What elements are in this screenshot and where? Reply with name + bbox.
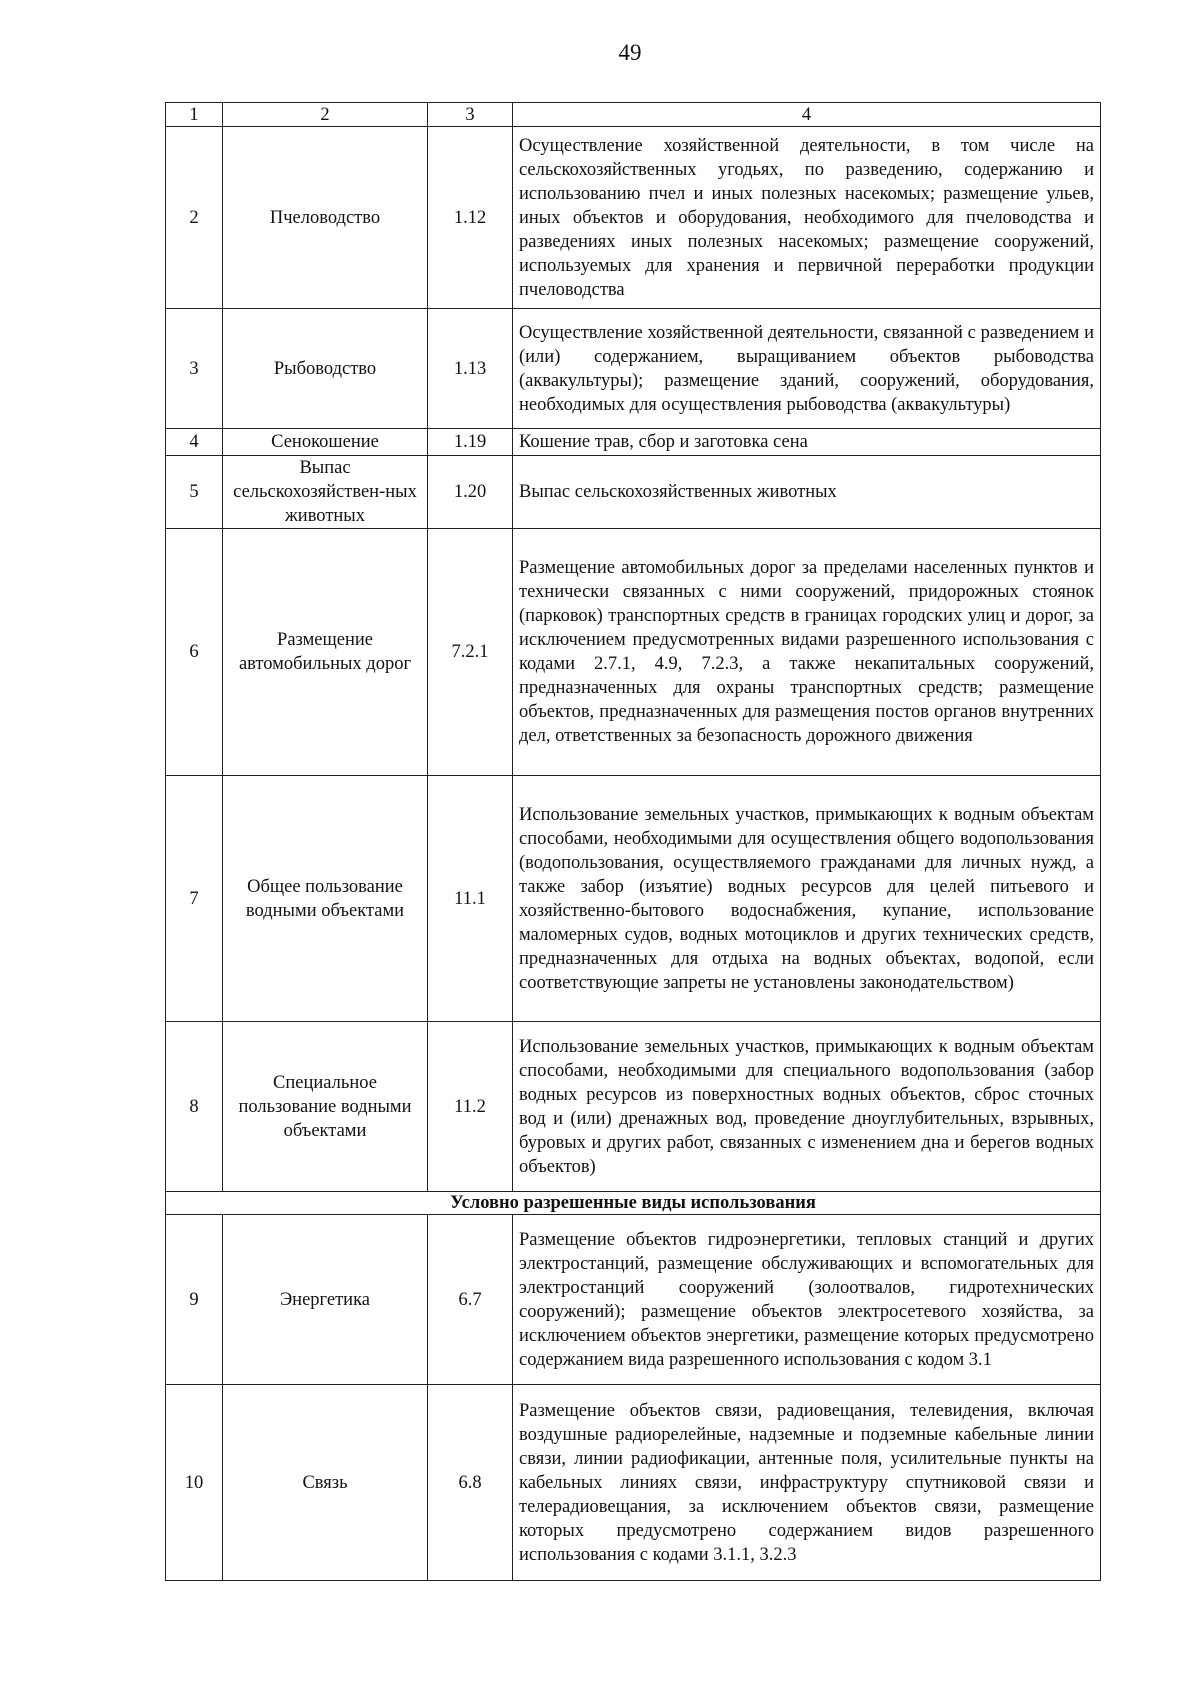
use-type-description: Кошение трав, сбор и заготовка сена — [513, 429, 1101, 456]
row-number: 4 — [166, 429, 223, 456]
table-row — [166, 1022, 1101, 1192]
use-type-name: Специальное пользование водными объектами — [223, 1022, 428, 1192]
section-title: Условно разрешенные виды использования — [166, 1192, 1101, 1215]
row-number: 9 — [166, 1215, 223, 1385]
table-row — [166, 456, 1101, 529]
row-number: 7 — [166, 776, 223, 1022]
use-type-code: 7.2.1 — [428, 529, 513, 776]
use-type-name: Общее пользование водными объектами — [223, 776, 428, 1022]
use-type-description: Осуществление хозяйственной деятельности, в том числе на сельскохозяйственных угодьях, по разведению, содержанию и использованию пчел и иных полезных насекомых; размещение ульев, иных объектов и оборудования, необходимого для пчеловодства и разведениях иных полезных насекомых; размещение сооружений, используемых для хранения и первичной переработки продукции пчеловодства — [513, 127, 1101, 309]
use-type-code: 1.19 — [428, 429, 513, 456]
column-header-1: 1 — [166, 103, 223, 127]
column-header-4: 4 — [513, 103, 1101, 127]
row-number: 2 — [166, 127, 223, 309]
use-type-code: 1.20 — [428, 456, 513, 529]
use-type-code: 11.1 — [428, 776, 513, 1022]
row-number: 6 — [166, 529, 223, 776]
row-number: 3 — [166, 309, 223, 429]
row-number: 8 — [166, 1022, 223, 1192]
use-type-description: Размещение автомобильных дорог за пределами населенных пунктов и технически связанных с ними сооружений, придорожных стоянок (парковок) транспортных средств в границах городских улиц и дорог, за исключением предусмотренных видами разрешенного использования с кодами 2.7.1, 4.9, 7.2.3, а также некапитальных сооружений, предназначенных для охраны транспортных средств; размещение объектов, предназначенных для размещения постов органов внутренних дел, ответственных за безопасность дорожного движения — [513, 529, 1101, 776]
column-header-3: 3 — [428, 103, 513, 127]
use-type-code: 6.8 — [428, 1385, 513, 1581]
table-row — [166, 529, 1101, 776]
use-type-description: Использование земельных участков, примыкающих к водным объектам способами, необходимыми для специального водопользования (забор водных ресурсов из поверхностных водных объектов, сброс сточных вод и (или) дренажных вод, проведение дноуглубительных, взрывных, буровых и других работ, связанных с изменением дна и берегов водных объектов) — [513, 1022, 1101, 1192]
row-number: 5 — [166, 456, 223, 529]
page-number: 49 — [618, 40, 642, 65]
use-type-name: Пчеловодство — [223, 127, 428, 309]
table-row — [166, 127, 1101, 309]
use-type-name: Энергетика — [223, 1215, 428, 1385]
table-row — [166, 429, 1101, 456]
table-row — [166, 1385, 1101, 1581]
use-type-description: Осуществление хозяйственной деятельности, связанной с разведением и (или) содержанием, выращиванием объектов рыбоводства (аквакультуры); размещение зданий, сооружений, оборудования, необходимых для осуществления рыбоводства (аквакультуры) — [513, 309, 1101, 429]
table-row — [166, 776, 1101, 1022]
use-type-name: Размещение автомобильных дорог — [223, 529, 428, 776]
column-header-2: 2 — [223, 103, 428, 127]
use-type-code: 1.13 — [428, 309, 513, 429]
use-type-name: Выпас сельскохозяйствен-ных животных — [223, 456, 428, 529]
use-type-description: Использование земельных участков, примыкающих к водным объектам способами, необходимыми для осуществления общего водопользования (водопользования, осуществляемого гражданами для личных нужд, а также забор (изъятие) водных ресурсов для целей питьевого и хозяйственно-бытового водоснабжения, купание, использование маломерных судов, водных мотоциклов и других технических средств, предназначенных для отдыха на водных объектах, водопой, если соответствующие запреты не установлены законодательством) — [513, 776, 1101, 1022]
table-header-row — [166, 103, 1101, 127]
use-type-name: Рыбоводство — [223, 309, 428, 429]
land-use-table — [165, 102, 1101, 1581]
use-type-code: 11.2 — [428, 1022, 513, 1192]
use-type-name: Сенокошение — [223, 429, 428, 456]
use-type-description: Размещение объектов связи, радиовещания, телевидения, включая воздушные радиорелейные, надземные и подземные кабельные линии связи, линии радиофикации, антенные поля, усилительные пункты на кабельных линиях связи, инфраструктуру спутниковой связи и телерадиовещания, за исключением объектов связи, размещение которых предусмотрено содержанием видов разрешенного использования с кодами 3.1.1, 3.2.3 — [513, 1385, 1101, 1581]
use-type-name: Связь — [223, 1385, 428, 1581]
use-type-description: Выпас сельскохозяйственных животных — [513, 456, 1101, 529]
table-row — [166, 1215, 1101, 1385]
use-type-description: Размещение объектов гидроэнергетики, тепловых станций и других электростанций, размещение обслуживающих и вспомогательных для электростанций сооружений (золоотвалов, гидротехнических сооружений); размещение объектов электросетевого хозяйства, за исключением объектов энергетики, размещение которых предусмотрено содержанием вида разрешенного использования с кодом 3.1 — [513, 1215, 1101, 1385]
row-number: 10 — [166, 1385, 223, 1581]
section-header-row — [166, 1192, 1101, 1215]
table-row — [166, 309, 1101, 429]
use-type-code: 1.12 — [428, 127, 513, 309]
use-type-code: 6.7 — [428, 1215, 513, 1385]
